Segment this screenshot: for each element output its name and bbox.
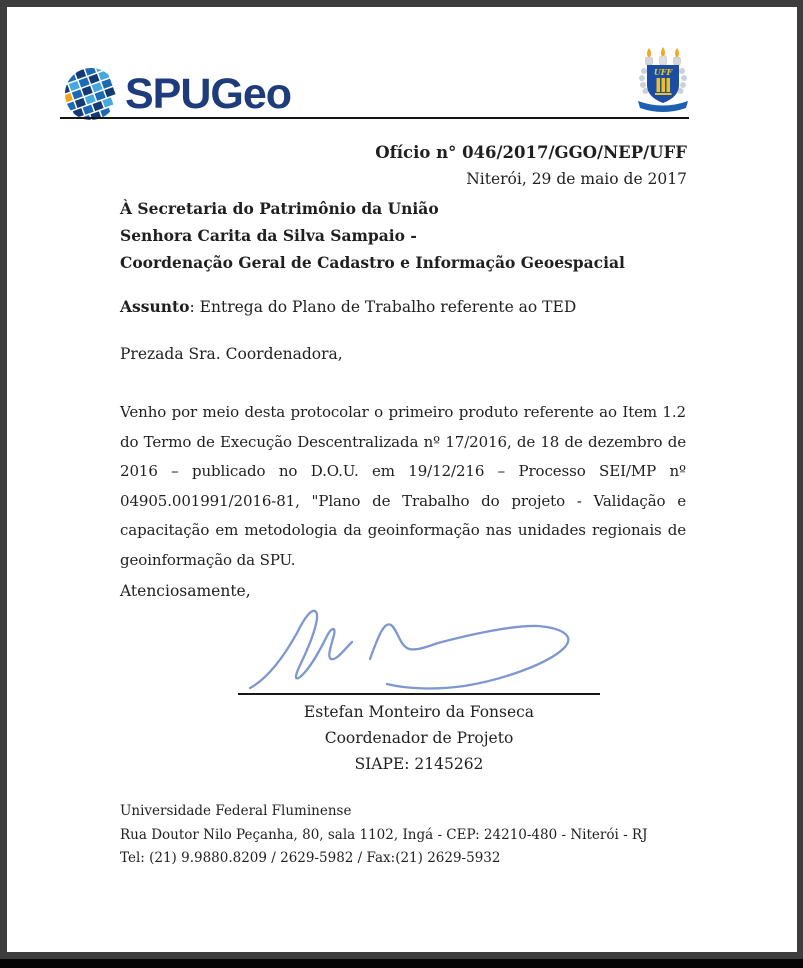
body-paragraph: Venho por meio desta protocolar o primeiro produto referente ao Item 1.2 do Termo de Execução Descentralizada nº 17/2016, de 18 de dezembro de 2016 – publicado no D.O.U. em 19/12/216 – Processo SEI/MP nº 04905.001991/2016-81, "Plano de Trabalho do projeto - Validação e capacitação em metodologia da geoinformação nas unidades regionais de geoinformação da SPU. — [120, 403, 686, 569]
signature-rule — [238, 693, 600, 695]
uff-coat-of-arms-icon — [635, 47, 691, 113]
oficio-reference: Ofício n° 046/2017/GGO/NEP/UFF — [375, 143, 687, 162]
spugeo-globe-icon — [64, 67, 118, 121]
signatory-name: Estefan Monteiro da Fonseca — [303, 703, 535, 721]
subject-text: : Entrega do Plano de Trabalho referente ao TED — [189, 298, 577, 316]
letter-page — [7, 7, 797, 952]
salutation: Prezada Sra. Coordenadora, — [120, 345, 343, 363]
signatory-block — [238, 699, 600, 777]
footer-institution: Universidade Federal Fluminense — [120, 803, 352, 819]
handwritten-signature — [232, 595, 602, 695]
subject-label: Assunto — [120, 297, 190, 316]
recipient-block — [120, 195, 625, 276]
uff-letters: UFF — [653, 67, 673, 77]
place-date-line: Niterói, 29 de maio de 2017 — [466, 170, 687, 188]
signatory-role: Coordenador de Projeto — [324, 729, 514, 747]
footer-address: Rua Doutor Nilo Peçanha, 80, sala 1102, Ingá - CEP: 24210-480 - Niterói - RJ — [120, 826, 648, 843]
spugeo-logo — [64, 67, 291, 121]
footer-phone: Tel: (21) 9.9880.8209 / 2629-5982 / Fax:(21) 2629-5932 — [120, 850, 501, 866]
recipient-line-1: À Secretaria do Patrimônio da União — [120, 199, 439, 218]
closing-line: Atenciosamente, — [120, 582, 251, 600]
header-divider — [60, 117, 689, 119]
subject-line — [120, 297, 576, 316]
spugeo-wordmark: SPUGeo — [125, 69, 292, 118]
signatory-siape: SIAPE: 2145262 — [354, 755, 484, 773]
recipient-line-3: Coordenação Geral de Cadastro e Informação Geoespacial — [120, 253, 625, 272]
recipient-line-2: Senhora Carita da Silva Sampaio - — [120, 226, 417, 245]
scan-edge — [0, 959, 803, 968]
footer-block — [120, 800, 648, 871]
